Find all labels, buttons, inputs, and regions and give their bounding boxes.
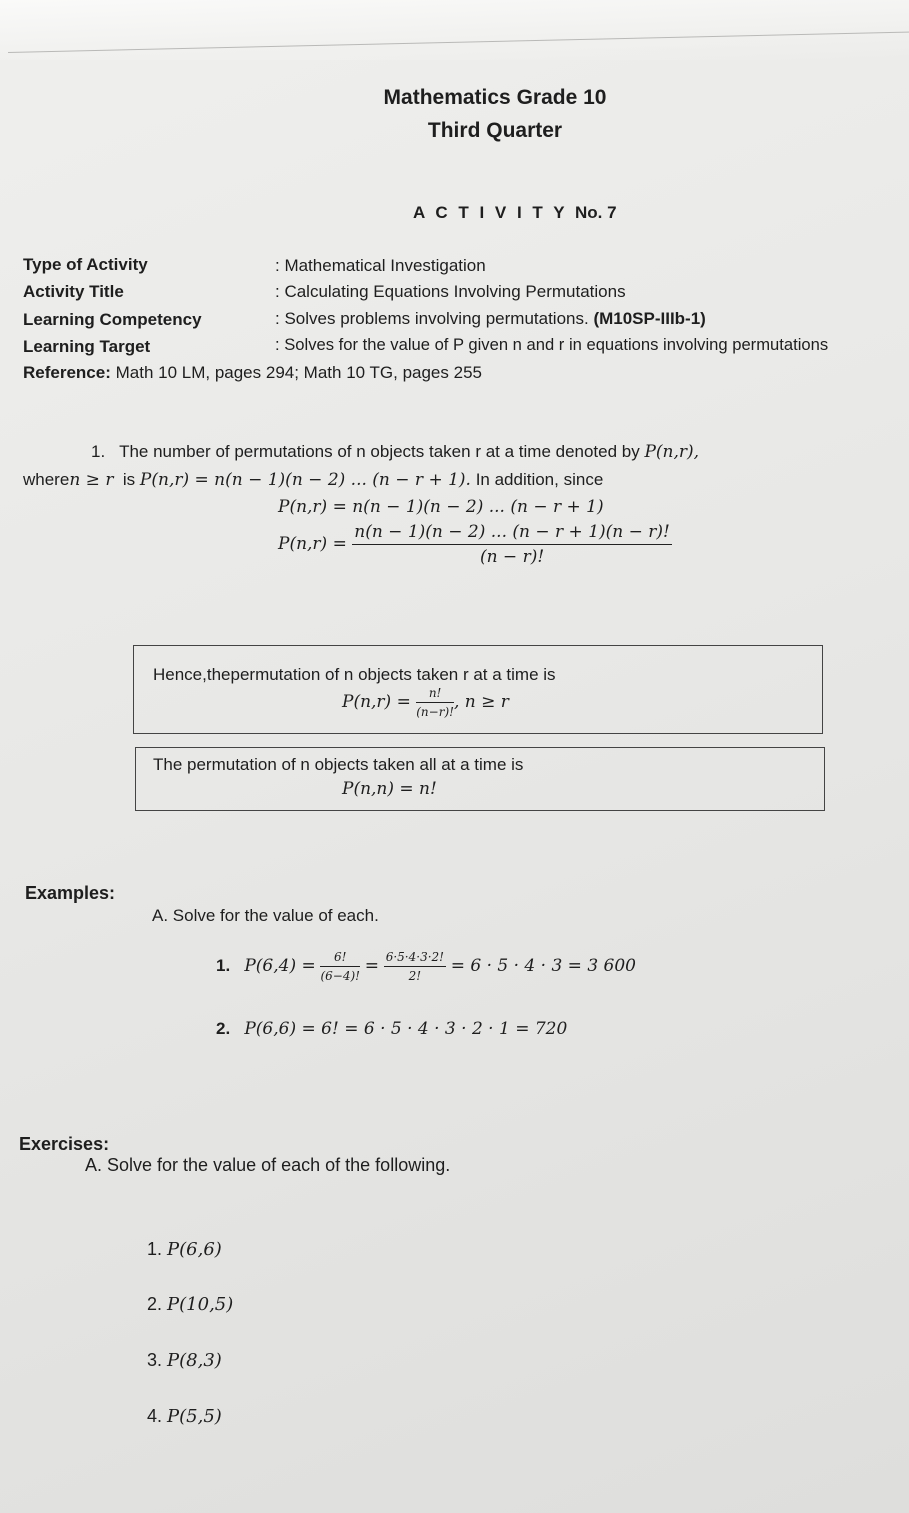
type-value: : Mathematical Investigation [275, 256, 486, 275]
title-label: Activity Title [23, 282, 124, 301]
competency-text: : Solves problems involving permutations. [275, 309, 589, 328]
box2-text: The permutation of n objects taken all at a time is [153, 755, 524, 774]
type-label: Type of Activity [23, 255, 148, 274]
exercise-expr: P(6,6) [167, 1239, 222, 1260]
example-1-equals: = [364, 955, 379, 976]
exercise-expr: P(8,3) [167, 1350, 222, 1371]
reference-value: Math 10 LM, pages 294; Math 10 TG, pages 255 [115, 363, 482, 382]
example-1-f2-den: 2! [408, 969, 422, 983]
competency-label: Learning Competency [23, 310, 202, 329]
equation-2-lhs: P(n,r) = [278, 534, 347, 554]
exercise-expr: P(5,5) [167, 1406, 222, 1427]
example-1-lhs: P(6,4) = [244, 955, 316, 976]
examples-heading: Examples: [25, 883, 116, 903]
competency-value [275, 309, 706, 329]
exercise-item [147, 1406, 222, 1427]
box1-fraction [416, 686, 454, 719]
example-1-fraction-2 [384, 950, 446, 983]
examples-instruction: A. Solve for the value of each. [152, 906, 379, 925]
exercise-no: 2. [147, 1294, 163, 1314]
discussion-math-1: P(n,r), [644, 442, 700, 462]
exercise-no: 3. [147, 1350, 163, 1370]
target-value: : Solves for the value of P given n and r in equations involving permutations [275, 335, 829, 354]
reference-line [23, 363, 482, 383]
example-1 [216, 950, 636, 983]
discussion-line-2 [23, 470, 603, 490]
box1-text: Hence,thepermutation of n objects taken r at a time is [153, 665, 556, 684]
equation-2-numerator: n(n − 1)(n − 2) ... (n − r + 1)(n − r)! [352, 522, 672, 545]
quarter-title: Third Quarter [427, 119, 563, 142]
example-1-no: 1. [216, 955, 231, 975]
where-text: where [23, 470, 70, 489]
reference-label: Reference: [23, 363, 111, 382]
box2-formula: P(n,n) = n! [342, 779, 437, 799]
discussion-text-1: The number of permutations of n objects taken r at a time denoted by [119, 442, 640, 461]
equation-2 [278, 522, 672, 567]
activity-number [413, 203, 617, 223]
exercise-no: 4. [147, 1406, 163, 1426]
example-2-no: 2. [216, 1019, 231, 1038]
discussion-item-no: 1. [91, 442, 106, 461]
box1-lhs: P(n,r) = [342, 692, 411, 712]
title-value: : Calculating Equations Involving Permutations [275, 282, 626, 301]
box1-numerator: n! [416, 686, 454, 703]
example-2-formula: P(6,6) = 6! = 6 · 5 · 4 · 3 · 2 · 1 = 720 [244, 1019, 568, 1039]
example-1-f2-num: 6·5·4·3·2! [384, 950, 446, 967]
condition-math: n ≥ r [69, 470, 114, 490]
exercise-item [147, 1294, 233, 1315]
permutation-formula: P(n,r) = n(n − 1)(n − 2) ... (n − r + 1). [139, 470, 471, 490]
discussion-line-1 [91, 442, 699, 462]
exercises-instruction: A. Solve for the value of each of the following. [85, 1155, 451, 1175]
box1-condition: , n ≥ r [453, 692, 509, 712]
activity-label: A C T I V I T Y [413, 203, 568, 222]
example-1-fraction-1 [320, 950, 360, 983]
box1-formula [342, 686, 509, 719]
equation-1: P(n,r) = n(n − 1)(n − 2) ... (n − r + 1) [278, 497, 604, 517]
exercise-expr: P(10,5) [167, 1294, 234, 1315]
example-1-f1-den: (6−4)! [320, 969, 360, 983]
example-1-rhs: = 6 · 5 · 4 · 3 = 3 600 [450, 955, 636, 976]
is-text: is [122, 470, 136, 489]
example-2 [216, 1019, 567, 1039]
example-1-f1-num: 6! [320, 950, 360, 967]
equation-2-denominator: (n − r)! [479, 547, 545, 567]
exercises-heading: Exercises: [19, 1134, 110, 1154]
exercise-item [147, 1350, 222, 1371]
competency-code: (M10SP-IIIb-1) [593, 309, 706, 328]
exercise-item [147, 1239, 222, 1260]
activity-no-value: No. 7 [575, 203, 617, 222]
equation-2-fraction [352, 522, 672, 567]
paper-top-edge [0, 0, 909, 60]
exercise-no: 1. [147, 1239, 163, 1259]
subject-title: Mathematics Grade 10 [383, 86, 607, 109]
discussion-text-2: In addition, since [475, 470, 604, 489]
box1-denominator: (n−r)! [416, 705, 454, 719]
target-label: Learning Target [23, 337, 151, 356]
